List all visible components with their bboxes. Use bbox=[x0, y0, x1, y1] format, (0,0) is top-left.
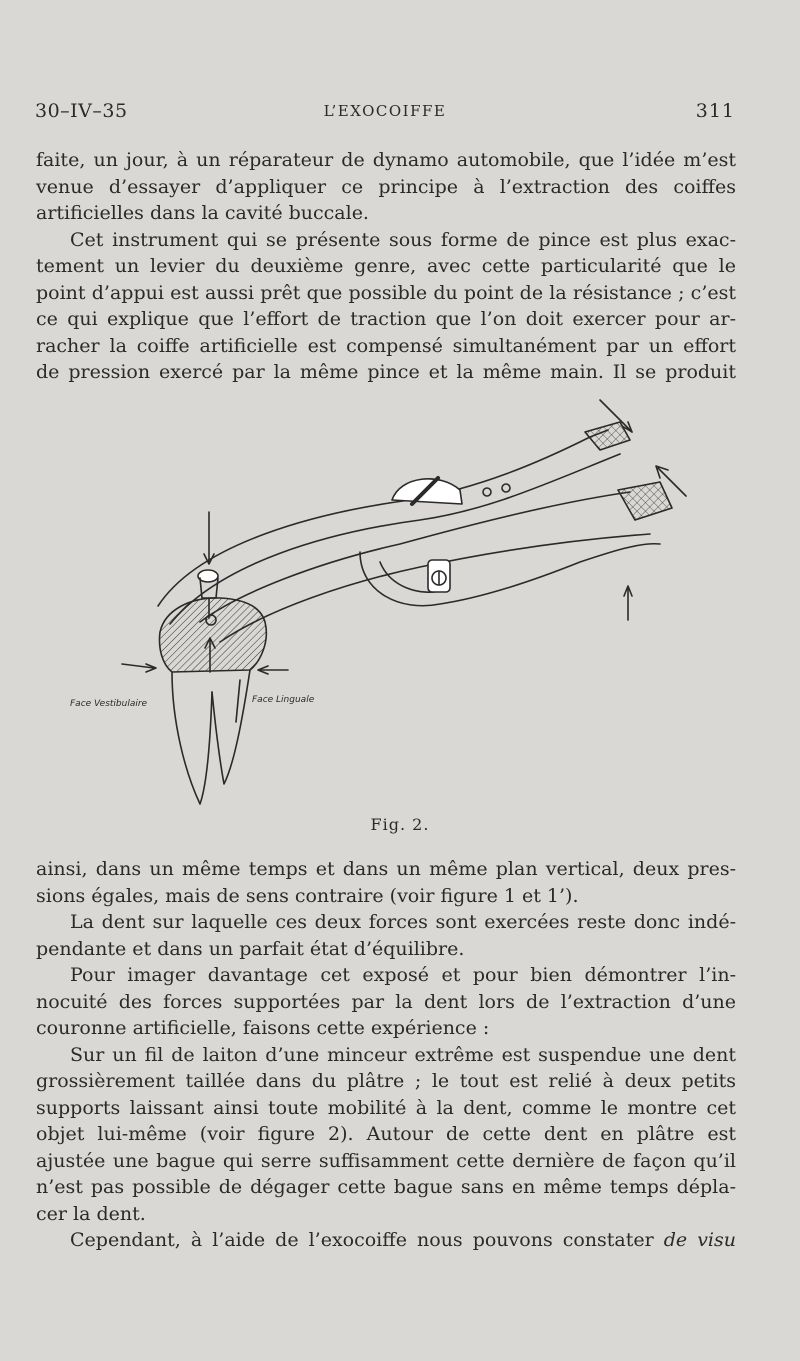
header-date: 30–IV–35 bbox=[35, 100, 128, 122]
text-line: supports laissant ainsi toute mobilité à la dent, comme le montre cet bbox=[36, 1096, 736, 1119]
text-line: La dent sur laquelle ces deux forces sont exercées reste donc indé- bbox=[70, 911, 736, 933]
header-title: L’EXOCOIFFE bbox=[323, 102, 447, 120]
text-line: objet lui-même (voir figure 2). Autour de cette dent en plâtre est bbox=[36, 1123, 736, 1145]
forceps-lower-arm bbox=[200, 492, 630, 622]
text-line: cer la dent. bbox=[36, 1202, 146, 1225]
figure-caption: Fig. 2. bbox=[370, 815, 430, 834]
text-block-top bbox=[36, 147, 736, 386]
text-line: ce qui explique que l’effort de traction que l’on doit exercer pour ar- bbox=[36, 308, 736, 330]
text-line: grossièrement taillée dans du plâtre ; le tout est relié à deux petits bbox=[36, 1070, 736, 1092]
text-line: sions égales, mais de sens contraire (voir figure 1 et 1’). bbox=[36, 884, 579, 907]
page-number: 311 bbox=[695, 100, 735, 122]
text-line: n’est pas possible de dégager cette bague sans en même temps dépla- bbox=[36, 1176, 736, 1198]
tooth-root bbox=[172, 672, 212, 804]
text-line: de pression exercé par la même pince et la même main. Il se produit bbox=[36, 361, 736, 383]
text-line: tement un levier du deuxième genre, avec cette particularité que le bbox=[36, 255, 736, 277]
text-line-italic: de visu bbox=[663, 1229, 736, 1251]
text-line: venue d’essayer d’appliquer ce principe à l’extraction des coiffes bbox=[36, 175, 736, 198]
text-line: Pour imager davantage cet exposé et pour bien démontrer l’in- bbox=[70, 964, 736, 986]
text-line: ainsi, dans un même temps et dans un même plan vertical, deux pres- bbox=[36, 858, 736, 880]
label-face-vestibulaire: Face Vestibulaire bbox=[70, 699, 148, 709]
text-line: point d’appui est aussi prêt que possible du point de la résistance ; c’est bbox=[36, 281, 736, 304]
forceps-upper-arm bbox=[158, 430, 608, 606]
text-line: faite, un jour, à un réparateur de dynamo automobile, que l’idée m’est bbox=[36, 149, 736, 171]
text-line: Sur un fil de laiton d’une minceur extrême est suspendue une dent bbox=[70, 1043, 736, 1066]
text-line: racher la coiffe artificielle est compensé simultanément par un effort bbox=[36, 334, 736, 357]
text-line: artificielles dans la cavité buccale. bbox=[36, 202, 369, 224]
running-header bbox=[35, 100, 735, 128]
text-line: Cet instrument qui se présente sous forme de pince est plus exac- bbox=[70, 228, 736, 251]
text-line bbox=[36, 1227, 736, 1254]
text-line: ajustée une bague qui serre suffisamment cette dernière de façon qu’il bbox=[36, 1149, 736, 1172]
text-line: pendante et dans un parfait état d’équilibre. bbox=[36, 937, 465, 960]
text-block-bottom bbox=[36, 856, 736, 1254]
label-face-linguale: Face Linguale bbox=[252, 695, 315, 705]
figure-exocoiffe-diagram bbox=[60, 392, 760, 812]
text-line-main: Cependant, à l’aide de l’exocoiffe nous pouvons constater bbox=[70, 1229, 654, 1251]
text-line: couronne artificielle, faisons cette expérience : bbox=[36, 1017, 490, 1039]
tooth-crown bbox=[160, 598, 267, 672]
text-line: nocuité des forces supportées par la dent lors de l’extraction d’une bbox=[36, 990, 736, 1013]
